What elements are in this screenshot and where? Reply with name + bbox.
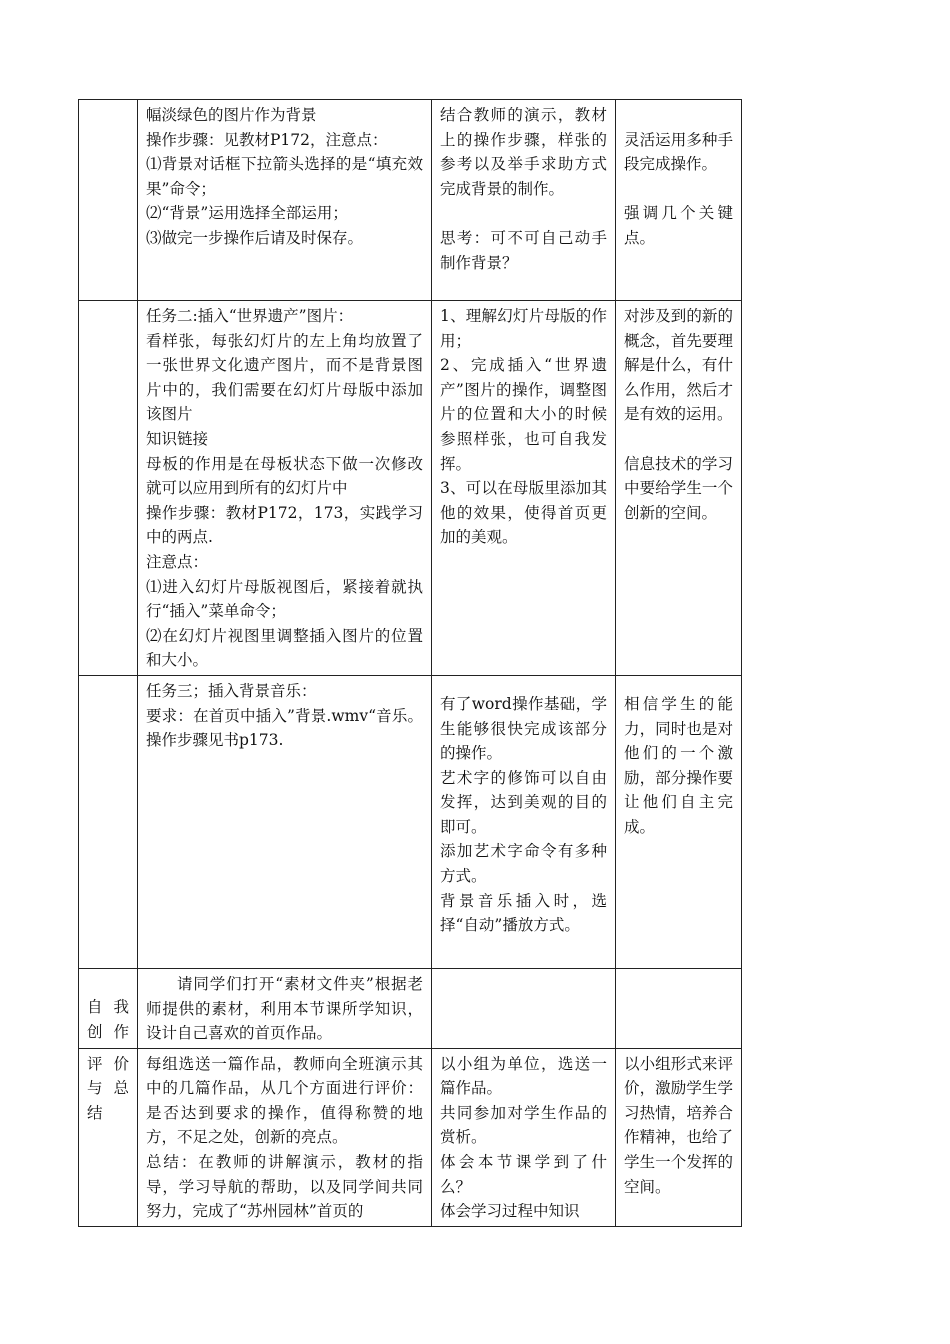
student-activity-cell — [432, 1048, 616, 1226]
row-label: 自我 — [87, 997, 129, 1016]
paragraph: ⑴进入幻灯片母版视图后，紧接着就执行“插入”菜单命令； — [146, 577, 423, 621]
row-label-cell — [79, 301, 138, 676]
paragraph: 3、可以在母版里添加其他的效果，使得首页更加的美观。 — [440, 479, 607, 547]
paragraph: 体会学习过程中知识 — [440, 1202, 580, 1221]
table-row — [79, 675, 742, 968]
paragraph: 添加艺术字命令有多种方式。 — [440, 842, 607, 886]
design-purpose-cell — [616, 968, 742, 1048]
paragraph: 幅淡绿色的图片作为背景 — [146, 106, 317, 124]
paragraph: 看样张，每张幻灯片的左上角均放置了一张世界文化遗产图片，而不是背景图片中的，我们需要在幻灯片母版中添加该图片 — [146, 331, 423, 424]
design-purpose-cell — [616, 675, 742, 968]
table-row — [79, 301, 742, 676]
paragraph: 灵活运用多种手段完成操作。 — [624, 130, 733, 174]
paragraph: 艺术字的修饰可以自由发挥，达到美观的目的即可。 — [440, 768, 607, 836]
paragraph: 2、完成插入“世界遗产”图片的操作，调整图片的位置和大小的时候参照样张，也可自我发挥。 — [440, 356, 607, 473]
paragraph: 共同参加对学生作品的赏析。 — [440, 1103, 607, 1147]
row-label-cell — [79, 675, 138, 968]
row-label: 创作 — [87, 1022, 129, 1041]
teacher-activity-cell — [138, 968, 432, 1048]
paragraph: 背景音乐插入时，选择“自动”播放方式。 — [440, 891, 607, 935]
paragraph: 信息技术的学习中要给学生一个创新的空间。 — [624, 454, 733, 522]
paragraph: 体会本节课学到了什么？ — [440, 1153, 607, 1196]
student-activity-cell — [432, 301, 616, 676]
row-label-cell — [79, 100, 138, 301]
lesson-plan-table — [78, 99, 742, 1227]
paragraph: ⑴背景对话框下拉箭头选择的是“填充效果”命令； — [146, 155, 423, 198]
paragraph: 思考：可不可自己动手制作背景？ — [440, 228, 607, 272]
student-activity-cell — [432, 968, 616, 1048]
paragraph: ⑵“背景”运用选择全部运用； — [146, 204, 348, 223]
paragraph: 操作步骤：教材P172，173，实践学习中的两点. — [146, 503, 423, 547]
teacher-activity-cell — [138, 301, 432, 676]
paragraph: 注意点： — [146, 552, 209, 571]
teacher-activity-cell — [138, 675, 432, 968]
paragraph: ⑶做完一步操作后请及时保存。 — [146, 228, 364, 247]
paragraph: 相信学生的能力，同时也是对他们的一个激励，部分操作要让他们自主完成。 — [624, 694, 733, 836]
row-label-cell — [79, 968, 138, 1048]
paragraph: 每组选送一篇作品，教师向全班演示其中的几篇作品，从几个方面进行评价：是否达到要求的操作，值得称赞的地方，不足之处，创新的亮点。 — [146, 1054, 423, 1147]
paragraph: 结合教师的演示，教材上的操作步骤，样张的参考以及举手求助方式完成背景的制作。 — [440, 106, 607, 198]
paragraph: 任务三；插入背景音乐： — [146, 681, 317, 700]
design-purpose-cell — [616, 100, 742, 301]
paragraph: 总结：在教师的讲解演示，教材的指导，学习导航的帮助，以及同学间共同努力，完成了“苏州园林”首页的 — [146, 1153, 423, 1221]
paragraph: 请同学们打开“素材文件夹”根据老师提供的素材，利用本节课所学知识，设计自己喜欢的首页作品。 — [146, 974, 423, 1043]
design-purpose-cell — [616, 1048, 742, 1226]
paragraph: ⑵在幻灯片视图里调整插入图片的位置和大小。 — [146, 626, 423, 670]
teacher-activity-cell — [138, 1048, 432, 1226]
paragraph: 知识链接 — [146, 429, 209, 448]
table-row — [79, 968, 742, 1048]
paragraph: 强调几个关键点。 — [624, 204, 733, 247]
table-row — [79, 100, 742, 301]
paragraph: 任务二:插入“世界遗产”图片： — [146, 307, 354, 325]
row-label: 评价 — [87, 1054, 129, 1073]
paragraph: 有了word操作基础，学生能够很快完成该部分的操作。 — [440, 694, 607, 763]
paragraph: 操作步骤：见教材P172，注意点： — [146, 130, 388, 149]
student-activity-cell — [432, 100, 616, 301]
paragraph: 对涉及到的新的概念，首先要理解是什么，有什么作用，然后才是有效的运用。 — [624, 307, 733, 424]
paragraph: 1、理解幻灯片母版的作用； — [440, 307, 607, 350]
table-row — [79, 1048, 742, 1226]
row-label-cell — [79, 1048, 138, 1226]
teacher-activity-cell — [138, 100, 432, 301]
paragraph: 母板的作用是在母板状态下做一次修改就可以应用到所有的幻灯片中 — [146, 454, 423, 498]
paragraph: 以小组形式来评价，激励学生学习热情，培养合作精神，也给了学生一个发挥的空间。 — [624, 1054, 733, 1196]
paragraph: 以小组为单位，选送一篇作品。 — [440, 1054, 607, 1098]
student-activity-cell — [432, 675, 616, 968]
row-label: 与总 — [87, 1079, 129, 1098]
design-purpose-cell — [616, 301, 742, 676]
row-label: 结 — [87, 1103, 103, 1122]
paragraph: 要求：在首页中插入”背景.wmv“音乐。操作步骤见书p173. — [146, 706, 423, 750]
